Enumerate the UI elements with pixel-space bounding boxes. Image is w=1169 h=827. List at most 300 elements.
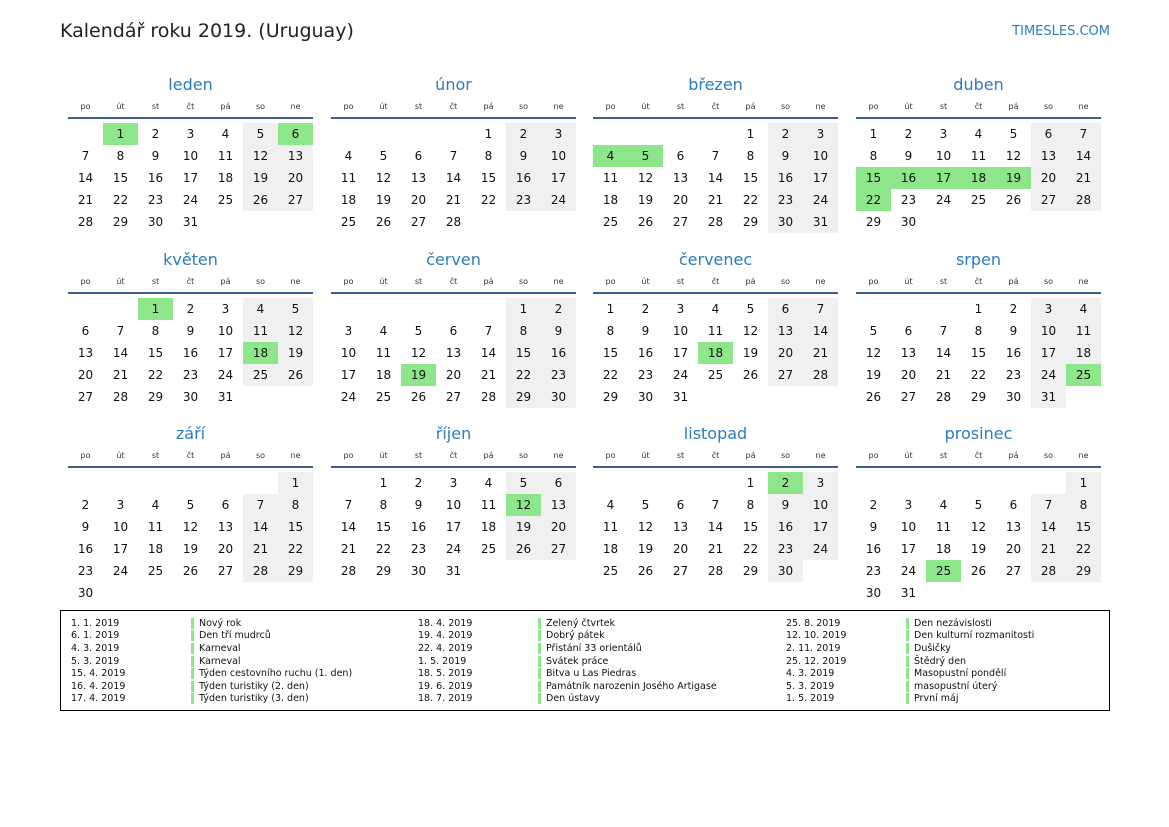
day-cell: 28 <box>243 560 278 582</box>
week-row <box>856 560 1101 582</box>
day-cell: 23 <box>506 189 541 211</box>
empty-cell <box>173 472 208 494</box>
weekday-label: pá <box>1008 276 1019 286</box>
day-cell: 18 <box>340 193 357 207</box>
day-cell: 24 <box>803 189 838 211</box>
day-cell: 3 <box>449 476 458 490</box>
week-row <box>68 342 313 364</box>
day-cell: 4 <box>711 302 720 316</box>
empty-cell <box>401 298 436 320</box>
week-row <box>331 472 576 494</box>
day-cell: 8 <box>869 149 878 163</box>
weekday-header <box>593 95 838 117</box>
day-cell: 26 <box>182 564 199 578</box>
day-cell: 27 <box>278 189 313 211</box>
day-cell: 25 <box>375 390 392 404</box>
day-cell: 28 <box>707 215 724 229</box>
day-cell: 2 <box>869 498 878 512</box>
day-cell: 5 <box>1009 127 1018 141</box>
weekday-label: st <box>151 450 160 460</box>
weekday-label: so <box>780 276 791 286</box>
weekday-label: út <box>379 101 388 111</box>
legend-item <box>418 655 717 668</box>
day-cell: 3 <box>676 302 685 316</box>
day-cell: 30 <box>410 564 427 578</box>
day-cell: 23 <box>768 189 803 211</box>
day-cell: 20 <box>672 542 689 556</box>
holiday-day-cell: 16 <box>891 167 926 189</box>
weekday-header <box>68 444 313 466</box>
day-cell: 23 <box>147 193 164 207</box>
day-cell: 4 <box>606 498 615 512</box>
day-cell: 19 <box>375 193 392 207</box>
weekday-label: st <box>939 101 948 111</box>
weekday-label: pá <box>483 276 494 286</box>
day-cell: 12 <box>243 145 278 167</box>
day-cell: 27 <box>900 390 917 404</box>
empty-cell <box>996 472 1031 494</box>
day-cell: 24 <box>217 368 234 382</box>
day-cell: 6 <box>414 149 423 163</box>
day-cell: 12 <box>1005 149 1022 163</box>
empty-cell <box>208 582 243 604</box>
legend-holiday-name: Přistání 33 orientálů <box>538 643 642 654</box>
empty-cell <box>593 472 628 494</box>
day-cell: 30 <box>147 215 164 229</box>
week-row <box>331 298 576 320</box>
day-cell: 15 <box>1066 516 1101 538</box>
day-cell: 8 <box>506 320 541 342</box>
day-cell: 16 <box>541 342 576 364</box>
weekday-label: ne <box>553 450 564 460</box>
day-cell: 28 <box>935 390 952 404</box>
day-cell: 26 <box>375 215 392 229</box>
day-cell: 23 <box>900 193 917 207</box>
day-cell: 12 <box>970 520 987 534</box>
day-cell: 28 <box>1066 189 1101 211</box>
weekday-label: st <box>676 450 685 460</box>
holiday-day-cell: 15 <box>856 167 891 189</box>
empty-cell <box>961 582 996 604</box>
day-cell: 15 <box>147 346 164 360</box>
day-cell: 7 <box>344 498 353 512</box>
day-cell: 19 <box>637 193 654 207</box>
empty-cell <box>996 211 1031 233</box>
legend-date: 18. 4. 2019 <box>418 617 473 629</box>
day-cell: 30 <box>77 586 94 600</box>
site-link[interactable]: TIMESLES.COM <box>1012 24 1110 39</box>
day-cell: 30 <box>865 586 882 600</box>
day-cell: 30 <box>182 390 199 404</box>
day-cell: 20 <box>1031 167 1066 189</box>
month-name: červenec <box>678 250 753 269</box>
empty-cell <box>891 298 926 320</box>
legend-date: 1. 5. 2019 <box>786 693 835 705</box>
day-cell: 14 <box>707 520 724 534</box>
empty-cell <box>926 298 961 320</box>
weekday-label: ne <box>815 450 826 460</box>
week-row <box>593 342 838 364</box>
day-cell: 12 <box>278 320 313 342</box>
day-cell: 27 <box>1005 564 1022 578</box>
day-cell: 10 <box>445 498 462 512</box>
weekday-label: út <box>904 450 913 460</box>
empty-cell <box>768 386 803 408</box>
empty-cell <box>891 472 926 494</box>
day-cell: 22 <box>147 368 164 382</box>
day-cell: 25 <box>602 215 619 229</box>
day-cell: 18 <box>480 520 497 534</box>
day-cell: 19 <box>182 542 199 556</box>
day-cell: 1 <box>974 302 983 316</box>
weekday-label: út <box>904 276 913 286</box>
weekday-label: pá <box>745 276 756 286</box>
empty-cell <box>103 582 138 604</box>
legend-date: 25. 12. 2019 <box>786 655 847 667</box>
day-cell: 6 <box>768 298 803 320</box>
day-cell: 21 <box>340 542 357 556</box>
legend-holiday-name: Karneval <box>191 643 241 654</box>
weekday-label: út <box>904 101 913 111</box>
weekday-label: čt <box>186 450 195 460</box>
empty-cell <box>926 472 961 494</box>
weekday-label: po <box>80 276 91 286</box>
weekday-label: pá <box>745 101 756 111</box>
legend-item <box>418 680 717 693</box>
day-cell: 2 <box>641 302 650 316</box>
month-červenec <box>593 250 838 408</box>
empty-cell <box>856 298 891 320</box>
empty-cell <box>541 211 576 233</box>
weekday-label: čt <box>711 450 720 460</box>
day-cell: 1 <box>278 472 313 494</box>
day-cell: 1 <box>746 127 755 141</box>
weekday-label: po <box>80 450 91 460</box>
weekday-label: so <box>255 450 266 460</box>
day-cell: 29 <box>278 560 313 582</box>
day-cell: 23 <box>865 564 882 578</box>
day-cell: 2 <box>81 498 90 512</box>
day-cell: 16 <box>1005 346 1022 360</box>
day-cell: 18 <box>375 368 392 382</box>
day-cell: 1 <box>746 476 755 490</box>
empty-cell <box>68 472 103 494</box>
empty-cell <box>506 560 541 582</box>
week-row <box>68 123 313 145</box>
empty-cell <box>961 472 996 494</box>
day-cell: 27 <box>217 564 234 578</box>
week-row <box>68 560 313 582</box>
week-row <box>331 320 576 342</box>
empty-cell <box>628 123 663 145</box>
legend-date: 4. 3. 2019 <box>786 668 835 680</box>
holiday-day-cell: 18 <box>243 342 278 364</box>
day-cell: 25 <box>707 368 724 382</box>
weekday-label: so <box>518 450 529 460</box>
day-cell: 3 <box>186 127 195 141</box>
empty-cell <box>698 386 733 408</box>
day-cell: 5 <box>506 472 541 494</box>
day-cell: 13 <box>768 320 803 342</box>
day-cell: 25 <box>217 193 234 207</box>
legend-item <box>418 693 717 706</box>
day-cell: 18 <box>1066 342 1101 364</box>
header-rule <box>856 292 1101 294</box>
page-title: Kalendář roku 2019. (Uruguay) <box>60 20 354 42</box>
legend-item <box>418 617 717 630</box>
month-name: listopad <box>683 424 748 443</box>
day-cell: 27 <box>77 390 94 404</box>
legend-date: 19. 6. 2019 <box>418 680 473 692</box>
header-rule <box>856 466 1101 468</box>
day-cell: 2 <box>904 127 913 141</box>
day-cell: 11 <box>602 520 619 534</box>
legend-column <box>71 617 352 705</box>
day-cell: 4 <box>344 149 353 163</box>
day-cell: 9 <box>81 520 90 534</box>
week-row <box>856 538 1101 560</box>
day-cell: 5 <box>414 324 423 338</box>
weekday-header <box>331 444 576 466</box>
month-name: březen <box>688 75 743 94</box>
day-cell: 30 <box>1005 390 1022 404</box>
day-cell: 20 <box>541 516 576 538</box>
month-name: duben <box>953 75 1004 94</box>
weekday-label: pá <box>745 450 756 460</box>
day-cell: 14 <box>707 171 724 185</box>
weekday-label: čt <box>711 101 720 111</box>
day-cell: 4 <box>939 498 948 512</box>
day-cell: 28 <box>340 564 357 578</box>
day-cell: 24 <box>935 193 952 207</box>
day-cell: 14 <box>1066 145 1101 167</box>
empty-cell <box>996 582 1031 604</box>
day-cell: 10 <box>803 145 838 167</box>
weekday-label: st <box>151 101 160 111</box>
weekday-label: po <box>605 276 616 286</box>
empty-cell <box>698 472 733 494</box>
month-únor <box>331 75 576 233</box>
week-row <box>68 364 313 386</box>
weekday-label: pá <box>220 276 231 286</box>
holiday-day-cell: 19 <box>401 364 436 386</box>
week-row <box>593 560 838 582</box>
legend-item <box>786 680 1034 693</box>
day-cell: 18 <box>935 542 952 556</box>
week-row <box>331 211 576 233</box>
day-cell: 1 <box>606 302 615 316</box>
day-cell: 17 <box>1031 342 1066 364</box>
day-cell: 17 <box>182 171 199 185</box>
day-cell: 26 <box>506 538 541 560</box>
day-cell: 11 <box>147 520 164 534</box>
week-row <box>331 560 576 582</box>
day-cell: 26 <box>865 390 882 404</box>
day-cell: 28 <box>77 215 94 229</box>
day-cell: 8 <box>606 324 615 338</box>
day-cell: 22 <box>742 542 759 556</box>
legend-item <box>71 680 352 693</box>
holiday-day-cell: 4 <box>593 145 628 167</box>
day-cell: 12 <box>375 171 392 185</box>
legend-date: 5. 3. 2019 <box>71 655 120 667</box>
day-cell: 30 <box>637 390 654 404</box>
weekday-label: út <box>379 276 388 286</box>
day-cell: 4 <box>151 498 160 512</box>
week-row <box>856 167 1101 189</box>
week-row <box>331 516 576 538</box>
week-row <box>593 298 838 320</box>
day-cell: 26 <box>742 368 759 382</box>
week-row <box>331 167 576 189</box>
day-cell: 5 <box>641 498 650 512</box>
weekday-label: čt <box>186 276 195 286</box>
legend-holiday-name: Bitva u Las Piedras <box>538 668 636 679</box>
day-cell: 31 <box>445 564 462 578</box>
weekday-label: po <box>343 276 354 286</box>
day-cell: 26 <box>970 564 987 578</box>
day-cell: 31 <box>217 390 234 404</box>
week-row <box>68 582 313 604</box>
week-row <box>856 123 1101 145</box>
empty-cell <box>961 211 996 233</box>
day-cell: 22 <box>1066 538 1101 560</box>
week-row <box>856 298 1101 320</box>
empty-cell <box>1066 211 1101 233</box>
day-cell: 31 <box>182 215 199 229</box>
weekday-label: so <box>255 101 266 111</box>
day-cell: 7 <box>81 149 90 163</box>
week-row <box>68 298 313 320</box>
day-cell: 14 <box>445 171 462 185</box>
day-cell: 19 <box>506 516 541 538</box>
day-cell: 29 <box>865 215 882 229</box>
empty-cell <box>208 472 243 494</box>
day-cell: 26 <box>637 564 654 578</box>
empty-cell <box>278 386 313 408</box>
legend-holiday-name: Den ústavy <box>538 693 600 704</box>
day-cell: 19 <box>278 342 313 364</box>
empty-cell <box>1031 582 1066 604</box>
day-cell: 4 <box>379 324 388 338</box>
legend-holiday-name: Dušičky <box>906 643 951 654</box>
day-cell: 7 <box>449 149 458 163</box>
day-cell: 20 <box>278 167 313 189</box>
weekday-label: pá <box>483 101 494 111</box>
week-row <box>68 494 313 516</box>
holiday-day-cell: 1 <box>103 123 138 145</box>
legend-date: 22. 4. 2019 <box>418 642 473 654</box>
day-cell: 11 <box>970 149 987 163</box>
day-cell: 25 <box>340 215 357 229</box>
empty-cell <box>366 298 401 320</box>
day-cell: 4 <box>484 476 493 490</box>
day-cell: 12 <box>865 346 882 360</box>
legend-holiday-name: Dobrý pátek <box>538 630 605 641</box>
month-name: leden <box>168 75 213 94</box>
empty-cell <box>243 386 278 408</box>
week-row <box>593 189 838 211</box>
day-cell: 21 <box>1066 167 1101 189</box>
day-cell: 6 <box>1009 498 1018 512</box>
day-cell: 24 <box>182 193 199 207</box>
day-cell: 17 <box>541 167 576 189</box>
day-cell: 3 <box>344 324 353 338</box>
weekday-label: út <box>641 101 650 111</box>
empty-cell <box>803 560 838 582</box>
weekday-label: so <box>1043 450 1054 460</box>
day-cell: 22 <box>278 538 313 560</box>
day-cell: 3 <box>939 127 948 141</box>
empty-cell <box>68 123 103 145</box>
legend-date: 16. 4. 2019 <box>71 680 126 692</box>
day-cell: 15 <box>375 520 392 534</box>
holiday-legend <box>60 610 1110 711</box>
weekday-label: st <box>939 450 948 460</box>
header-rule <box>68 292 313 294</box>
day-cell: 2 <box>768 123 803 145</box>
day-cell: 5 <box>974 498 983 512</box>
day-cell: 14 <box>1031 516 1066 538</box>
legend-holiday-name: Masopustní pondělí <box>906 668 1006 679</box>
day-cell: 10 <box>935 149 952 163</box>
weekday-label: po <box>868 450 879 460</box>
day-cell: 28 <box>480 390 497 404</box>
legend-date: 12. 10. 2019 <box>786 630 847 642</box>
legend-item <box>786 667 1034 680</box>
week-row <box>856 516 1101 538</box>
day-cell: 29 <box>1066 560 1101 582</box>
day-cell: 4 <box>1066 298 1101 320</box>
day-cell: 23 <box>410 542 427 556</box>
day-cell: 21 <box>1031 538 1066 560</box>
month-srpen <box>856 250 1101 408</box>
day-cell: 3 <box>541 123 576 145</box>
week-row <box>68 211 313 233</box>
day-cell: 17 <box>672 346 689 360</box>
day-cell: 3 <box>904 498 913 512</box>
week-row <box>68 538 313 560</box>
day-cell: 8 <box>151 324 160 338</box>
day-cell: 17 <box>217 346 234 360</box>
header-rule <box>68 117 313 119</box>
day-cell: 21 <box>77 193 94 207</box>
day-cell: 14 <box>480 346 497 360</box>
day-cell: 2 <box>506 123 541 145</box>
day-cell: 20 <box>1005 542 1022 556</box>
day-cell: 5 <box>379 149 388 163</box>
day-cell: 30 <box>541 386 576 408</box>
day-cell: 6 <box>449 324 458 338</box>
day-cell: 27 <box>672 564 689 578</box>
empty-cell <box>103 298 138 320</box>
day-cell: 20 <box>672 193 689 207</box>
empty-cell <box>593 123 628 145</box>
weekday-label: po <box>605 101 616 111</box>
day-cell: 13 <box>672 171 689 185</box>
weekday-header <box>856 444 1101 466</box>
day-cell: 1 <box>379 476 388 490</box>
day-cell: 31 <box>1031 386 1066 408</box>
header-rule <box>593 117 838 119</box>
week-row <box>593 123 838 145</box>
day-cell: 18 <box>147 542 164 556</box>
day-cell: 19 <box>970 542 987 556</box>
day-cell: 20 <box>768 342 803 364</box>
header-rule <box>593 466 838 468</box>
day-cell: 9 <box>414 498 423 512</box>
day-cell: 2 <box>1009 302 1018 316</box>
